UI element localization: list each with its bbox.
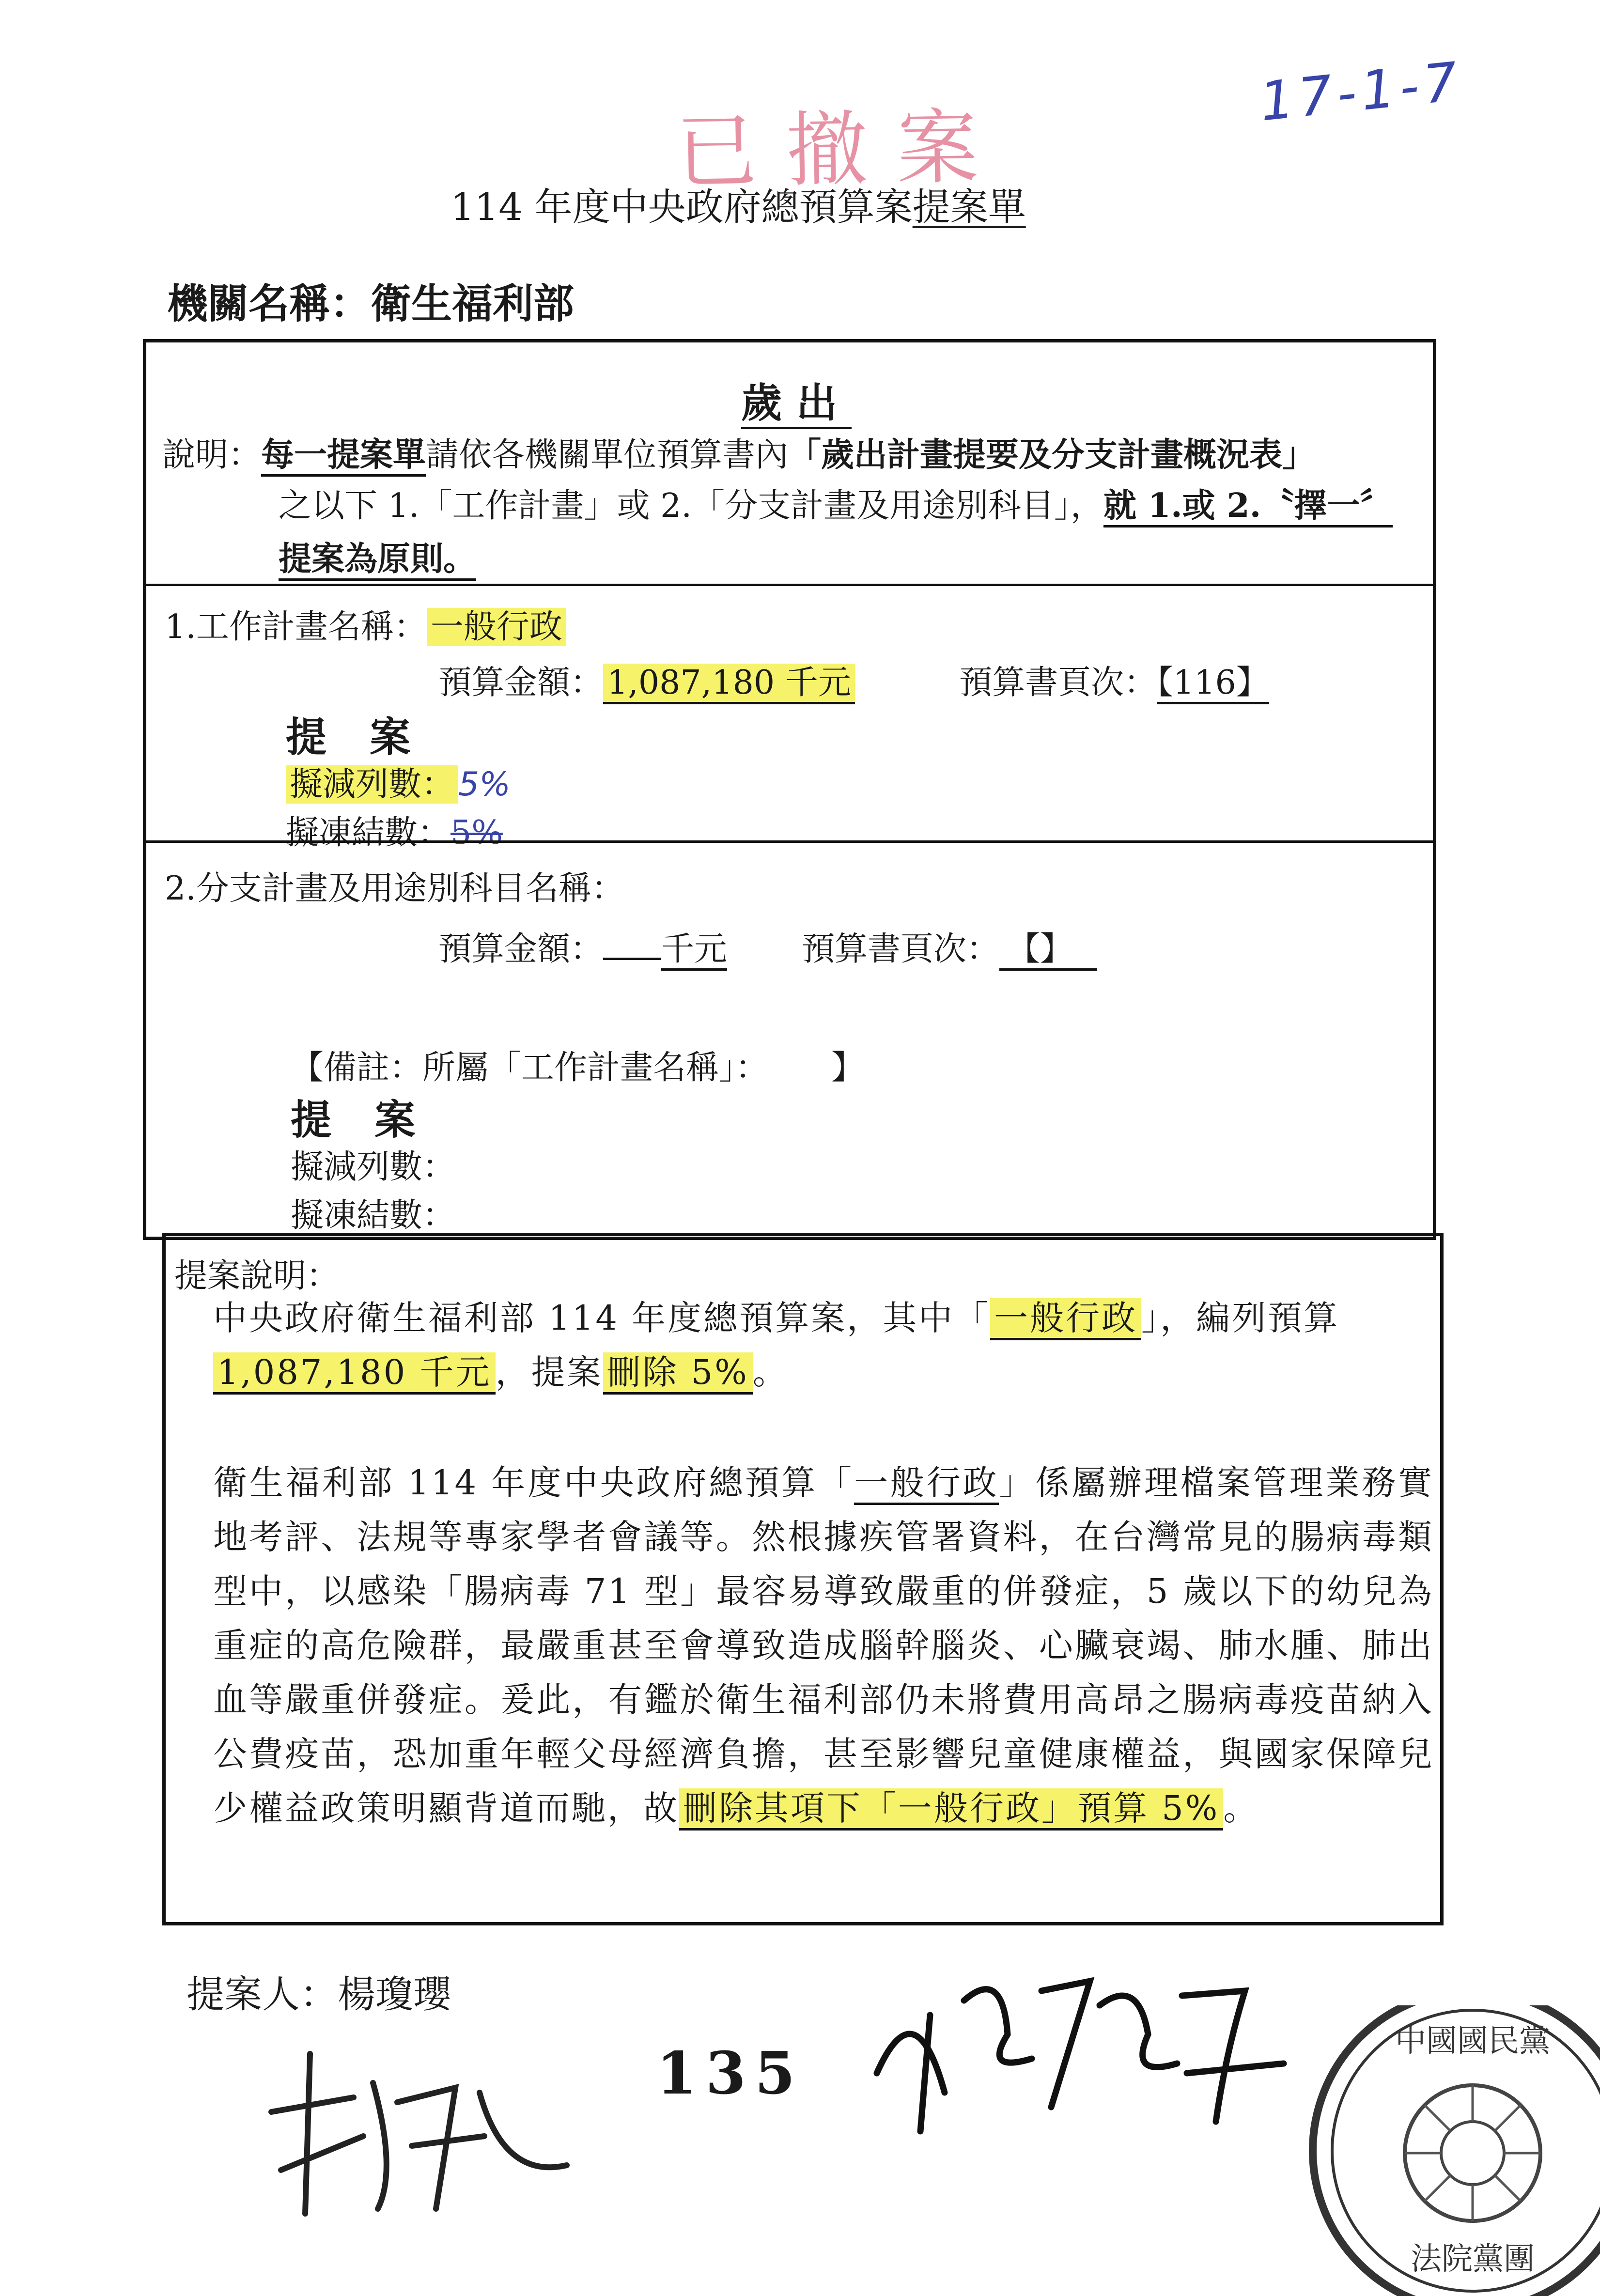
- title-emphasis: 提案單: [912, 186, 1026, 229]
- work-plan-line: [165, 601, 566, 648]
- seal-bottom-text: 法院黨團: [1411, 2241, 1535, 2277]
- section-title: 歲出: [741, 379, 852, 429]
- section-heading: [741, 371, 852, 429]
- handwritten-date: 17-1-7: [1257, 50, 1465, 133]
- p1-text-c: 」，編列預算: [1141, 1298, 1340, 1338]
- note-line3: 提案為原則。: [279, 540, 476, 581]
- sub-amount-label: 預算金額：: [438, 930, 604, 968]
- party-seal: [1289, 2005, 1600, 2296]
- proposer-name: 楊瓊瓔: [338, 1973, 451, 2017]
- note-line2a: 之以下 1.「工作計畫」或 2.「分支計畫及用途別科目」，: [279, 487, 1103, 525]
- proposer-label: 提案人：: [186, 1973, 338, 2017]
- reduce-label: 擬減列數：: [286, 765, 458, 804]
- agency-name: 衛生福利部: [371, 279, 575, 327]
- p1-text-a: 中央政府衛生福利部 114 年度總預算案，其中「: [213, 1298, 991, 1338]
- p1-text-g: 。: [752, 1352, 789, 1392]
- amount-value: 1,087,180 千元: [603, 664, 855, 704]
- sub-plan-page-line: [802, 923, 1097, 970]
- page-value: 【116】: [1157, 664, 1269, 704]
- signature-right: [848, 1947, 1313, 2151]
- note-mid: 請依各機關單位預算書內: [426, 436, 789, 474]
- sub-remark-end: 】: [831, 1049, 865, 1087]
- seal-top-text: 中國國民黨: [1395, 2023, 1550, 2059]
- note-line-2: [279, 480, 1393, 527]
- explanation-label: 提案說明：: [174, 1257, 340, 1295]
- divider-1: [143, 584, 1436, 586]
- p1-text-e: ，提案: [495, 1352, 603, 1392]
- note-line2b: 就 1.或 2.〝擇一〞: [1103, 486, 1393, 527]
- explanation-paragraph-2: [213, 1456, 1434, 1835]
- divider-2: [143, 840, 1436, 843]
- signature-left: [252, 2025, 591, 2228]
- note-line-3: [279, 533, 476, 580]
- p2-cut: 刪除其項下「一般行政」預算 5%: [679, 1788, 1223, 1831]
- sub-plan-label: 2.分支計畫及用途別科目名稱：: [165, 869, 624, 908]
- sub-amount-blank: [603, 958, 661, 960]
- work-plan-name: 一般行政: [427, 608, 566, 646]
- note-lead: 每一提案單: [261, 435, 426, 477]
- withdrawn-stamp: 已撤案: [675, 99, 1008, 200]
- work-plan-page-line: [959, 656, 1269, 703]
- page-label: 預算書頁次：: [959, 664, 1157, 702]
- page-number: 135: [656, 2039, 804, 2108]
- note-table: 「歲出計畫提要及分支計畫概況表」: [788, 435, 1316, 474]
- sub-page-label: 預算書頁次：: [802, 930, 1000, 968]
- agency-label: 機關名稱：: [167, 279, 371, 327]
- work-plan-amount-line: [438, 656, 855, 703]
- p1-cut: 刪除 5%: [603, 1352, 753, 1395]
- p1-plan-name: 一般行政: [990, 1298, 1141, 1340]
- freeze-label: 擬凍結數：: [286, 814, 451, 852]
- agency-line: [167, 271, 574, 330]
- reduce-line-1: [286, 758, 511, 805]
- note-line-1: [162, 429, 1315, 476]
- sub-remark: 【備註：所屬「工作計畫名稱」：: [291, 1049, 769, 1087]
- freeze-value-struck: 5%: [450, 814, 503, 852]
- form-title: [450, 177, 1026, 231]
- sub-plan-amount-line: [438, 923, 727, 970]
- proposer-line: [186, 1964, 451, 2018]
- explanation-paragraph-1: [213, 1291, 1434, 1399]
- amount-label: 預算金額：: [438, 664, 604, 702]
- note-label: 說明：: [162, 436, 262, 474]
- p1-amount: 1,087,180 千元: [213, 1352, 496, 1395]
- sub-reduce-label: 擬減列數：: [291, 1148, 456, 1186]
- sub-page-value: 【】: [999, 930, 1097, 971]
- sub-freeze-label: 擬凍結數：: [291, 1196, 456, 1235]
- sub-amount-unit: 千元: [661, 930, 727, 971]
- p2-text-e: 。: [1223, 1788, 1259, 1828]
- p2-text-c: 」係屬辦理檔案管理業務實地考評、法規等專家學者會議等。然根據疾管署資料，在台灣常見的腸病毒類型中，以感染「腸病毒 71 型」最容易導致嚴重的併發症，5 歲以下的幼兒為重症的高危險群，最嚴重甚至會導致造成腦幹腦炎、心臟衰竭、肺水腫、肺出血等嚴重併發症。爰此，有鑑於衛生福利部仍未將費用高昂之腸病毒疫苗納入公費疫苗，恐加重年輕父母經濟負擔，甚至影響兒童健康權益，與國家保障兒少權益政策明顯背道而馳，故: [213, 1463, 1434, 1828]
- reduce-value: 5%: [458, 765, 511, 804]
- proposal-heading-1: 提 案: [286, 713, 425, 761]
- p2-text-a: 衛生福利部 114 年度中央政府總預算「: [213, 1463, 854, 1503]
- proposal-heading-2: 提 案: [291, 1096, 430, 1144]
- p2-plan-name: 一般行政: [854, 1463, 999, 1505]
- sub-remark-line: [291, 1041, 864, 1088]
- title-prefix: 114 年度中央政府總預算案: [450, 186, 913, 229]
- work-plan-label: 1.工作計畫名稱：: [165, 608, 427, 646]
- freeze-line-1: [286, 807, 503, 853]
